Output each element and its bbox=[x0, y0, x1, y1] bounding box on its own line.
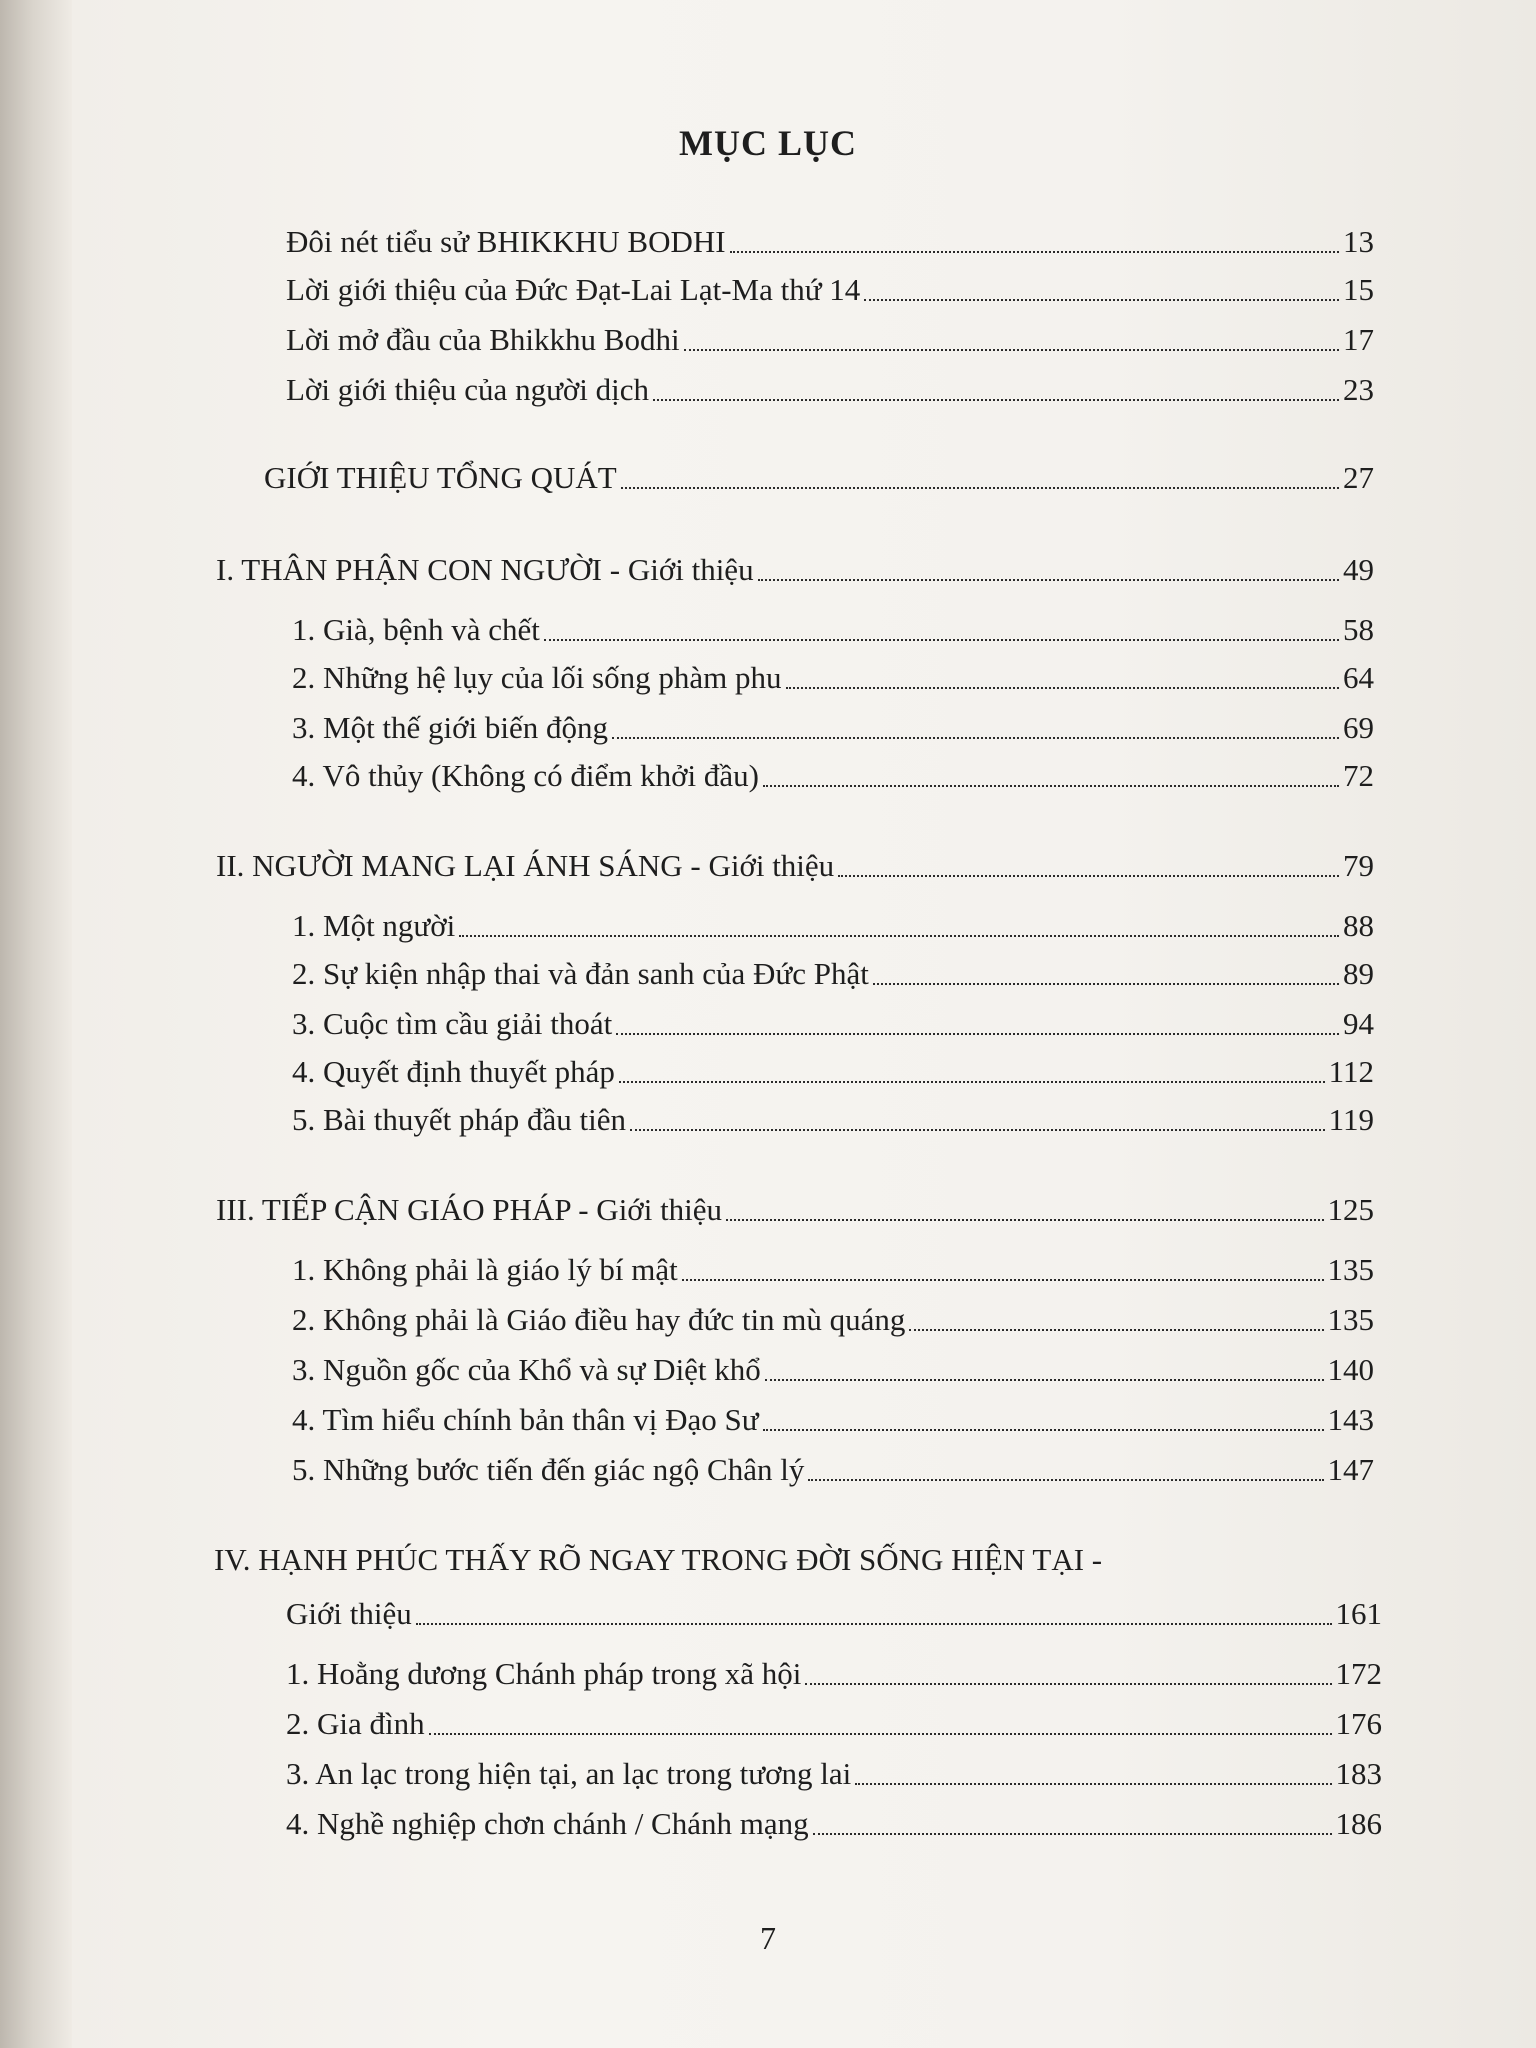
toc-entry-label: 5. Bài thuyết pháp đầu tiên bbox=[292, 1102, 627, 1137]
toc-entry-label: 3. Cuộc tìm cầu giải thoát bbox=[292, 1006, 613, 1041]
toc-entry-page: 23 bbox=[1343, 372, 1374, 407]
toc-entry bbox=[286, 1704, 1382, 1744]
toc-entry-page: 143 bbox=[1327, 1402, 1374, 1437]
dot-leader bbox=[544, 639, 1339, 641]
toc-entry-page: 147 bbox=[1327, 1452, 1374, 1487]
toc-entry-label: 3. Một thế giới biến động bbox=[292, 710, 609, 745]
page-number: 7 bbox=[760, 1920, 776, 1956]
toc-entry-page: 58 bbox=[1343, 612, 1374, 647]
toc-entry bbox=[292, 1450, 1374, 1490]
toc-entry-label: 1. Hoằng dương Chánh pháp trong xã hội bbox=[286, 1656, 802, 1691]
toc-entry bbox=[292, 756, 1374, 796]
toc-chapter-entry bbox=[216, 1190, 1374, 1230]
toc-entry-page: 49 bbox=[1343, 552, 1374, 587]
toc-entry bbox=[292, 658, 1374, 698]
toc-title: MỤC LỤC bbox=[679, 123, 857, 163]
toc-entry bbox=[286, 270, 1374, 310]
dot-leader bbox=[682, 1279, 1324, 1281]
toc-entry-label: II. NGƯỜI MANG LẠI ÁNH SÁNG - Giới thiệu bbox=[216, 848, 835, 883]
toc-chapter-heading: IV. HẠNH PHÚC THẤY RÕ NGAY TRONG ĐỜI SỐNG HIỆN TẠI - bbox=[214, 1542, 1103, 1577]
toc-entry bbox=[292, 708, 1374, 748]
toc-chapter-entry bbox=[216, 846, 1374, 886]
toc-entry bbox=[292, 610, 1374, 650]
dot-leader bbox=[630, 1129, 1325, 1131]
dot-leader bbox=[726, 1219, 1323, 1221]
toc-entry bbox=[286, 320, 1374, 360]
dot-leader bbox=[684, 349, 1339, 351]
toc-entry-page: 72 bbox=[1343, 758, 1374, 793]
toc-entry bbox=[292, 1300, 1374, 1340]
toc-entry-page: 119 bbox=[1328, 1102, 1374, 1137]
toc-entry-page: 79 bbox=[1343, 848, 1374, 883]
toc-entry-label: 4. Tìm hiểu chính bản thân vị Đạo Sư bbox=[292, 1402, 759, 1437]
toc-entry-page: 64 bbox=[1343, 660, 1374, 695]
toc-entry bbox=[292, 1400, 1374, 1440]
dot-leader bbox=[459, 935, 1339, 937]
toc-entry-page: 94 bbox=[1343, 1006, 1374, 1041]
toc-entry-page: 125 bbox=[1327, 1192, 1374, 1227]
toc-entry-label: 3. An lạc trong hiện tại, an lạc trong tương lai bbox=[286, 1756, 852, 1791]
dot-leader bbox=[805, 1683, 1331, 1685]
toc-entry-label: 1. Già, bệnh và chết bbox=[292, 612, 540, 647]
toc-entry bbox=[286, 370, 1374, 410]
toc-entry bbox=[292, 1052, 1374, 1092]
dot-leader bbox=[416, 1623, 1332, 1625]
dot-leader bbox=[873, 983, 1339, 985]
toc-entry-page: 183 bbox=[1335, 1756, 1382, 1791]
toc-entry bbox=[292, 1350, 1374, 1390]
toc-entry-label: Lời giới thiệu của người dịch bbox=[286, 372, 649, 407]
dot-leader bbox=[855, 1783, 1331, 1785]
toc-entry-page: 135 bbox=[1327, 1252, 1374, 1287]
toc-entry bbox=[286, 1654, 1382, 1694]
toc-entry-page: 27 bbox=[1343, 460, 1374, 495]
dot-leader bbox=[616, 1033, 1339, 1035]
toc-entry-page: 161 bbox=[1335, 1596, 1382, 1631]
toc-entry bbox=[286, 1754, 1382, 1794]
toc-entry-page: 13 bbox=[1343, 224, 1374, 259]
toc-entry-page: 17 bbox=[1343, 322, 1374, 357]
toc-entry bbox=[292, 1100, 1374, 1140]
toc-entry-page: 176 bbox=[1335, 1706, 1382, 1741]
toc-entry-page: 135 bbox=[1327, 1302, 1374, 1337]
toc-entry-page: 140 bbox=[1327, 1352, 1374, 1387]
toc-entry-label: 3. Nguồn gốc của Khổ và sự Diệt khổ bbox=[292, 1352, 761, 1387]
dot-leader bbox=[730, 251, 1339, 253]
toc-chapter-entry bbox=[216, 550, 1374, 590]
book-spine-shadow bbox=[0, 0, 72, 2048]
toc-entry-label: 4. Nghề nghiệp chơn chánh / Chánh mạng bbox=[286, 1806, 809, 1841]
toc-entry-label: 1. Một người bbox=[292, 908, 456, 943]
toc-entry-label: GIỚI THIỆU TỔNG QUÁT bbox=[264, 460, 617, 495]
toc-entry-page: 112 bbox=[1328, 1054, 1374, 1089]
toc-entry-label: 2. Không phải là Giáo điều hay đức tin mù quáng bbox=[292, 1302, 906, 1337]
toc-entry-label: 4. Quyết định thuyết pháp bbox=[292, 1054, 615, 1089]
dot-leader bbox=[864, 299, 1339, 301]
dot-leader bbox=[765, 1379, 1324, 1381]
dot-leader bbox=[758, 579, 1339, 581]
toc-entry-label: 4. Vô thủy (Không có điểm khởi đầu) bbox=[292, 758, 759, 793]
toc-entry-page: 172 bbox=[1335, 1656, 1382, 1691]
toc-entry-label: 1. Không phải là giáo lý bí mật bbox=[292, 1252, 678, 1287]
toc-entry bbox=[286, 1804, 1382, 1844]
toc-entry-label: III. TIẾP CẬN GIÁO PHÁP - Giới thiệu bbox=[216, 1192, 723, 1227]
dot-leader bbox=[763, 785, 1339, 787]
toc-entry-label: 2. Gia đình bbox=[286, 1706, 425, 1741]
toc-entry bbox=[292, 1004, 1374, 1044]
toc-entry-label: I. THÂN PHẬN CON NGƯỜI - Giới thiệu bbox=[216, 552, 754, 587]
toc-overview-entry bbox=[264, 458, 1374, 498]
dot-leader bbox=[429, 1733, 1332, 1735]
dot-leader bbox=[808, 1479, 1323, 1481]
dot-leader bbox=[763, 1429, 1324, 1431]
dot-leader bbox=[612, 737, 1339, 739]
toc-entry-label: Đôi nét tiểu sử BHIKKHU BODHI bbox=[286, 224, 726, 259]
toc-entry-page: 89 bbox=[1343, 956, 1374, 991]
toc-entry bbox=[292, 1250, 1374, 1290]
toc-entry-page: 186 bbox=[1335, 1806, 1382, 1841]
toc-entry-label: 2. Những hệ lụy của lối sống phàm phu bbox=[292, 660, 782, 695]
toc-entry-label: Lời mở đầu của Bhikkhu Bodhi bbox=[286, 322, 680, 357]
toc-entry bbox=[292, 906, 1374, 946]
toc-entry-page: 88 bbox=[1343, 908, 1374, 943]
toc-entry-page: 15 bbox=[1343, 272, 1374, 307]
toc-chapter-entry bbox=[286, 1594, 1382, 1634]
toc-entry-label: Giới thiệu bbox=[286, 1596, 412, 1631]
toc-entry-label: Lời giới thiệu của Đức Đạt-Lai Lạt-Ma thứ 14 bbox=[286, 272, 861, 307]
toc-entry-page: 69 bbox=[1343, 710, 1374, 745]
dot-leader bbox=[909, 1329, 1323, 1331]
dot-leader bbox=[838, 875, 1339, 877]
toc-entry-label: 5. Những bước tiến đến giác ngộ Chân lý bbox=[292, 1452, 805, 1487]
dot-leader bbox=[786, 687, 1340, 689]
toc-entry-label: 2. Sự kiện nhập thai và đản sanh của Đức Phật bbox=[292, 956, 869, 991]
toc-entry bbox=[286, 222, 1374, 262]
dot-leader bbox=[653, 399, 1339, 401]
dot-leader bbox=[619, 1081, 1325, 1083]
dot-leader bbox=[813, 1833, 1332, 1835]
toc-entry bbox=[292, 954, 1374, 994]
dot-leader bbox=[621, 487, 1339, 489]
